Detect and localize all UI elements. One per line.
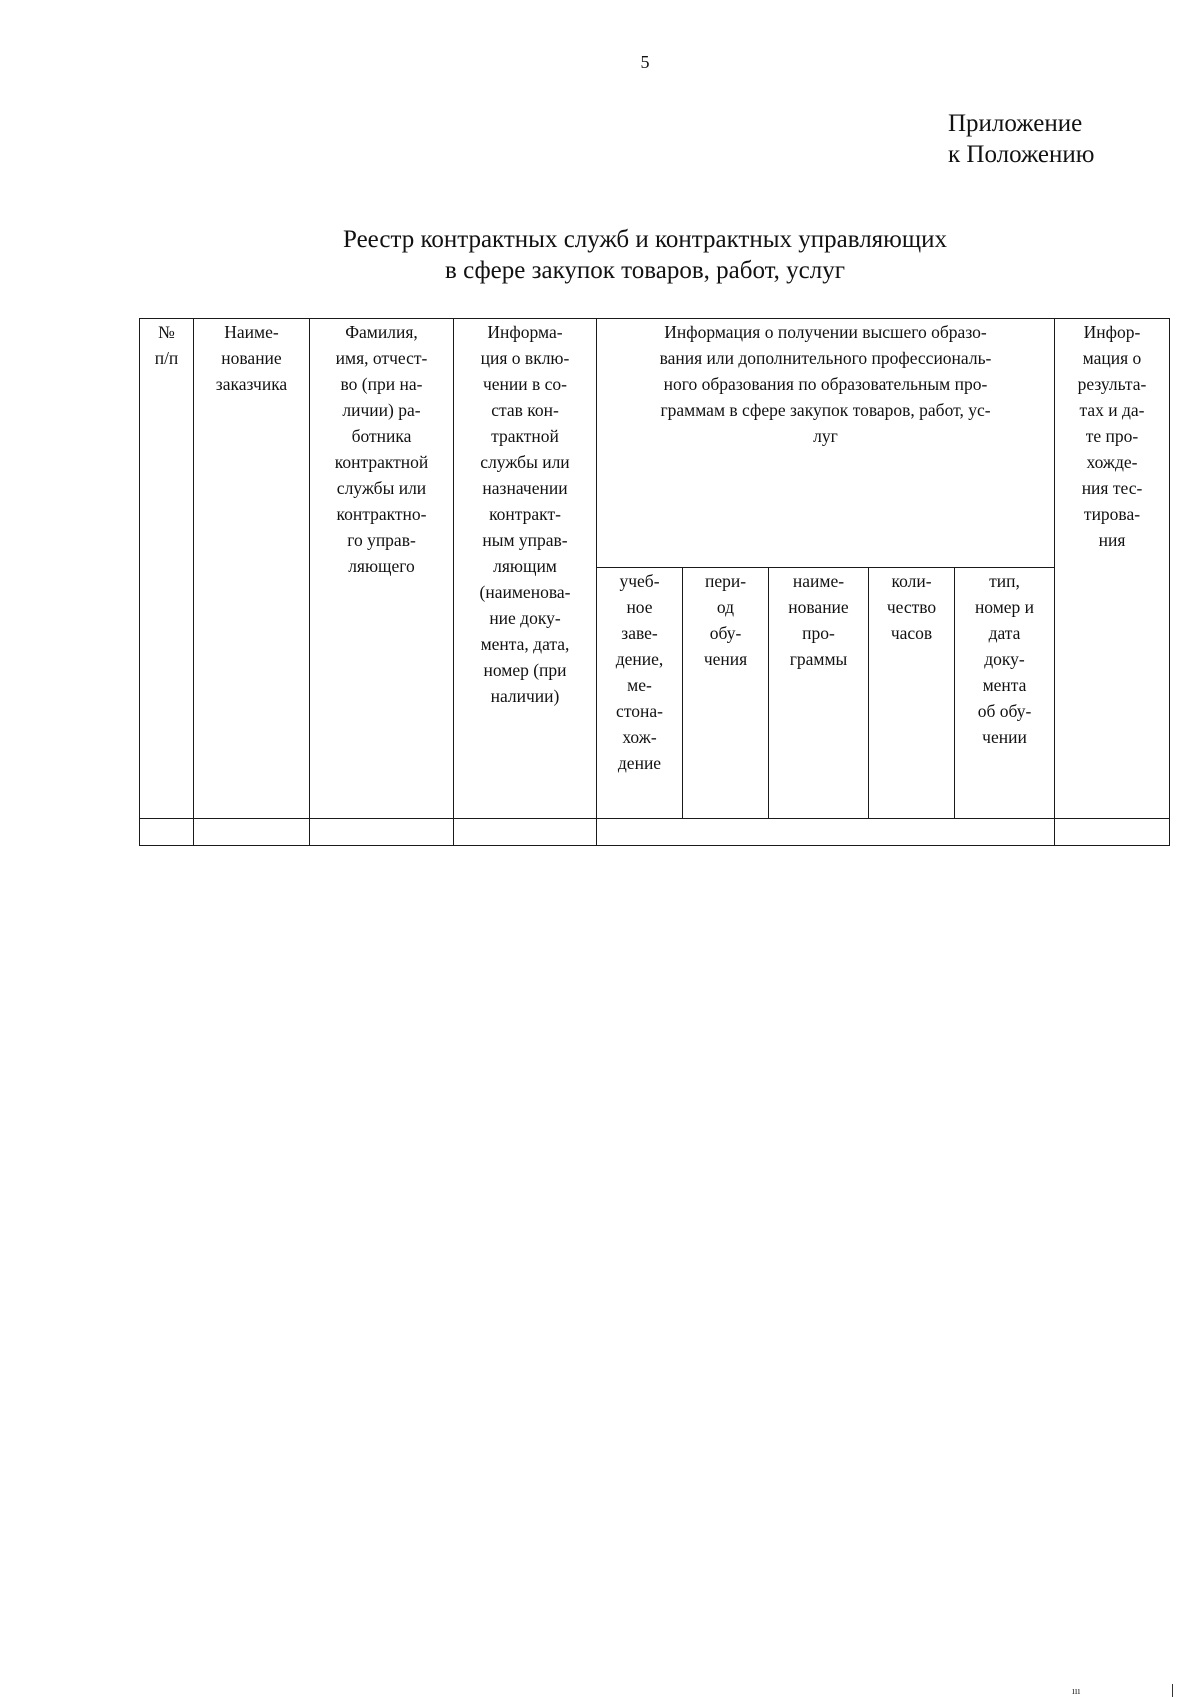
table-cell [597, 819, 1055, 846]
subheader-document: тип, номер и дата доку- мента об обу- чении [955, 568, 1055, 819]
header-education: Информация о получении высшего образо- вания или дополнительного профессиональ- ного образования по образовательным про- граммам в сфере закупок товаров, работ, ус- луг [597, 319, 1055, 568]
header-inclusion: Информа- ция о вклю- чении в со- став кон- трактной службы или назначении контракт- ным управ- ляющим (наименова- ние доку- мента, дата, номер (при наличии) [454, 319, 597, 819]
table-cell [140, 819, 194, 846]
table-header-row [140, 319, 1170, 568]
header-fullname: Фамилия, имя, отчест- во (при на- личии) ра- ботника контрактной службы или контрактно- го управ- ляющего [310, 319, 454, 819]
subheader-period: пери- од обу- чения [683, 568, 769, 819]
header-customer: Наиме- нование заказчика [194, 319, 310, 819]
subheader-program: наиме- нование про- граммы [769, 568, 869, 819]
appendix-line-1: Приложение [948, 110, 1083, 137]
document-title-line-1: Реестр контрактных служб и контрактных управляющих [343, 226, 947, 253]
appendix-label [948, 108, 1094, 170]
header-num: № п/п [140, 319, 194, 819]
document-title [140, 224, 1150, 286]
table-cell [454, 819, 597, 846]
table-cell [194, 819, 310, 846]
header-testing: Инфор- мация о результа- тах и да- те про- хожде- ния тес- тирова- ния [1055, 319, 1170, 819]
footer-mark: ııı [1072, 1686, 1081, 1697]
subheader-hours: коли- чество часов [869, 568, 955, 819]
table-row [140, 819, 1170, 846]
table-cell [1055, 819, 1170, 846]
subheader-institution: учеб- ное заве- дение, ме- стона- хож- дение [597, 568, 683, 819]
page-number: 5 [640, 52, 650, 72]
registry-table [139, 318, 1170, 846]
document-title-line-2: в сфере закупок товаров, работ, услуг [445, 257, 845, 284]
table-cell [310, 819, 454, 846]
footer-tick [1172, 1684, 1173, 1697]
appendix-line-2: к Положению [948, 141, 1095, 168]
